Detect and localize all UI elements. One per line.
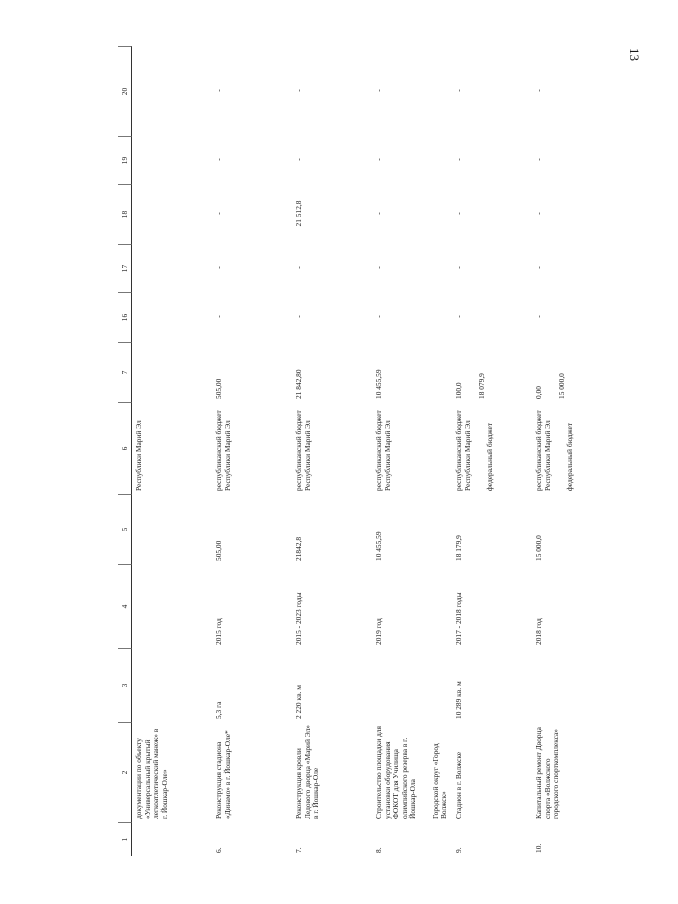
cell-text: -	[534, 89, 543, 92]
table-cell-name	[372, 722, 452, 822]
table-cell-c20	[452, 46, 532, 136]
table-cell-c18	[292, 184, 372, 244]
table-cell-c7	[452, 342, 532, 402]
cell-text: -	[374, 89, 383, 92]
cell-text: 18 179,9	[454, 535, 463, 561]
cell-text: 2 220 кв. м	[294, 685, 303, 719]
cell-text: 2015 год	[214, 618, 223, 645]
cell-text: -	[534, 212, 543, 215]
table-cell-c16	[212, 292, 292, 342]
table-cell-c19	[292, 136, 372, 184]
cell-text: 10 289 кв. м	[454, 681, 463, 719]
table-cell-c19	[212, 136, 292, 184]
cell-text: -	[534, 266, 543, 269]
cell-text: республиканский бюджет Республики Марий Эл	[534, 410, 552, 491]
cell-text: -	[214, 158, 223, 161]
table-cell-c17	[452, 244, 532, 292]
table-cell-area	[132, 648, 212, 722]
cell-text: республиканский бюджет Республики Марий Эл	[214, 410, 232, 491]
table-cell-num	[292, 822, 372, 856]
data-table	[118, 46, 575, 856]
table-cell-c16	[372, 292, 452, 342]
table-cell-c7	[292, 342, 372, 402]
cell-text: 9.	[454, 847, 463, 853]
table-cell-period	[132, 564, 212, 648]
cell-text: Реконструкция стадиона «Динамо» в г. Йошкар-Оле*	[214, 730, 232, 819]
table-cell-num	[372, 822, 452, 856]
table-cell-c20	[212, 46, 292, 136]
cell-text: 8.	[374, 847, 383, 853]
table-cell-c17	[532, 244, 575, 292]
column-header: 20	[118, 46, 132, 136]
table-cell-area	[372, 648, 452, 722]
table-cell-total	[532, 494, 575, 564]
cell-text: республиканский бюджет Республики Марий Эл	[374, 410, 392, 491]
column-header: 1	[118, 822, 132, 856]
table-cell-total	[372, 494, 452, 564]
table-cell-c20	[532, 46, 575, 136]
table-cell-name	[292, 722, 372, 822]
column-header: 19	[118, 136, 132, 184]
table-cell-c20	[372, 46, 452, 136]
cell-text: 2017 - 2018 годы	[454, 592, 463, 645]
table-cell-area	[292, 648, 372, 722]
rotated-table-page	[118, 46, 678, 856]
table-cell-c17	[292, 244, 372, 292]
cell-text: 6.	[214, 847, 223, 853]
table-cell-area	[452, 648, 532, 722]
table-cell-num	[212, 822, 292, 856]
cell-text: республиканский бюджет Республики Марий Эл	[454, 410, 472, 491]
cell-text: 505,00	[214, 540, 223, 561]
table-cell-c16	[452, 292, 532, 342]
table-cell-period	[452, 564, 532, 648]
cell-text: -	[534, 158, 543, 161]
table-cell-c19	[372, 136, 452, 184]
table-cell-c7	[132, 342, 212, 402]
cell-text: -	[454, 212, 463, 215]
cell-text: -	[374, 266, 383, 269]
table-cell-c18	[532, 184, 575, 244]
cell-text: республиканский бюджет Республики Марий Эл	[294, 410, 312, 491]
cell-text: 21 512,8	[294, 200, 303, 227]
table-cell-total	[212, 494, 292, 564]
table-cell-c20	[292, 46, 372, 136]
table-cell-c18	[132, 184, 212, 244]
table-cell-c16	[132, 292, 212, 342]
table-cell-c16	[292, 292, 372, 342]
cell-text: -	[374, 212, 383, 215]
table-cell-period	[292, 564, 372, 648]
cell-text: 15 000,0	[534, 535, 543, 561]
cell-text: Строительство площадки для установки оборудования ФОКОТ для Училища олимпийского резерва в г. Йошкар-Ола	[374, 726, 418, 819]
table-cell-c17	[132, 244, 212, 292]
cell-text: Капитальный ремонт Дворца спорта «Волжского городского спорткомплекса»	[534, 727, 561, 819]
cell-text: 2019 год	[374, 618, 383, 645]
cell-text: -	[294, 158, 303, 161]
cell-text: -	[454, 266, 463, 269]
cell-text: -	[374, 315, 383, 318]
cell-text: -	[534, 315, 543, 318]
cell-text-secondary: Городской округ «Город Волжск»	[430, 743, 449, 819]
table-cell-c18	[452, 184, 532, 244]
table-cell-name	[532, 722, 575, 822]
cell-text: 7.	[294, 847, 303, 853]
cell-text-secondary: 15 000,0	[556, 373, 566, 399]
column-header: 5	[118, 494, 132, 564]
cell-text: документации по объекту «Универсальный крытый легкоатлетический манеж» в г. Йошкар-Оле»	[134, 728, 169, 819]
table-cell-source	[532, 402, 575, 494]
table-cell-total	[292, 494, 372, 564]
cell-text: -	[214, 212, 223, 215]
table-cell-period	[532, 564, 575, 648]
cell-text: -	[454, 89, 463, 92]
table-cell-c20	[132, 46, 212, 136]
table-cell-period	[372, 564, 452, 648]
cell-text: -	[294, 89, 303, 92]
cell-text-secondary: федеральный бюджет	[565, 422, 575, 491]
column-header: 17	[118, 244, 132, 292]
cell-text: Реконструкция кровли Ледового дворца «Марий Эл» в г. Йошкар-Оле	[294, 725, 321, 819]
cell-text: 10.	[534, 843, 543, 853]
table-cell-source	[132, 402, 212, 494]
cell-text: 5,3 га	[214, 701, 223, 719]
cell-text: 505,00	[214, 378, 223, 399]
cell-text: -	[214, 89, 223, 92]
cell-text-secondary: 18 079,9	[476, 373, 486, 399]
table-cell-name	[132, 722, 212, 822]
table-cell-area	[532, 648, 575, 722]
cell-text-secondary: федеральный бюджет	[485, 422, 495, 491]
column-header: 16	[118, 292, 132, 342]
table-cell-name	[212, 722, 292, 822]
column-header: 4	[118, 564, 132, 648]
column-header: 3	[118, 648, 132, 722]
cell-text: -	[374, 158, 383, 161]
table-cell-source	[452, 402, 532, 494]
cell-text: -	[294, 266, 303, 269]
table-cell-c16	[532, 292, 575, 342]
column-header: 2	[118, 722, 132, 822]
table-cell-c17	[212, 244, 292, 292]
table-cell-area	[212, 648, 292, 722]
table-cell-name	[452, 722, 532, 822]
cell-text: -	[214, 315, 223, 318]
cell-text: -	[294, 315, 303, 318]
cell-text: Республики Марий Эл	[134, 420, 143, 491]
cell-text: 2018 год	[534, 618, 543, 645]
table-cell-source	[372, 402, 452, 494]
table-cell-source	[292, 402, 372, 494]
table-cell-total	[452, 494, 532, 564]
column-header: 7	[118, 342, 132, 402]
table-cell-c19	[532, 136, 575, 184]
table-cell-num	[452, 822, 532, 856]
table-cell-c19	[132, 136, 212, 184]
cell-text: 2015 - 2023 годы	[294, 592, 303, 645]
table-cell-period	[212, 564, 292, 648]
table-cell-c17	[372, 244, 452, 292]
cell-text: 21842,8	[294, 536, 303, 561]
column-header: 6	[118, 402, 132, 494]
table-cell-c7	[532, 342, 575, 402]
table-cell-num	[132, 822, 212, 856]
cell-text: 10 455,59	[374, 531, 383, 561]
table-cell-c7	[212, 342, 292, 402]
table-cell-num	[532, 822, 575, 856]
cell-text: 21 842,80	[294, 369, 303, 399]
cell-text: 0,00	[534, 386, 543, 399]
table-cell-total	[132, 494, 212, 564]
cell-text: 10 455,59	[374, 369, 383, 399]
table-cell-c7	[372, 342, 452, 402]
cell-text: -	[454, 158, 463, 161]
table-cell-source	[212, 402, 292, 494]
page-number: 13	[627, 48, 642, 61]
table-cell-c18	[372, 184, 452, 244]
table-cell-c18	[212, 184, 292, 244]
cell-text: -	[454, 315, 463, 318]
table-cell-c19	[452, 136, 532, 184]
column-header: 18	[118, 184, 132, 244]
cell-text: 100,0	[454, 382, 463, 399]
cell-text: -	[214, 266, 223, 269]
cell-text: Стадион в г. Волжске	[454, 751, 463, 819]
